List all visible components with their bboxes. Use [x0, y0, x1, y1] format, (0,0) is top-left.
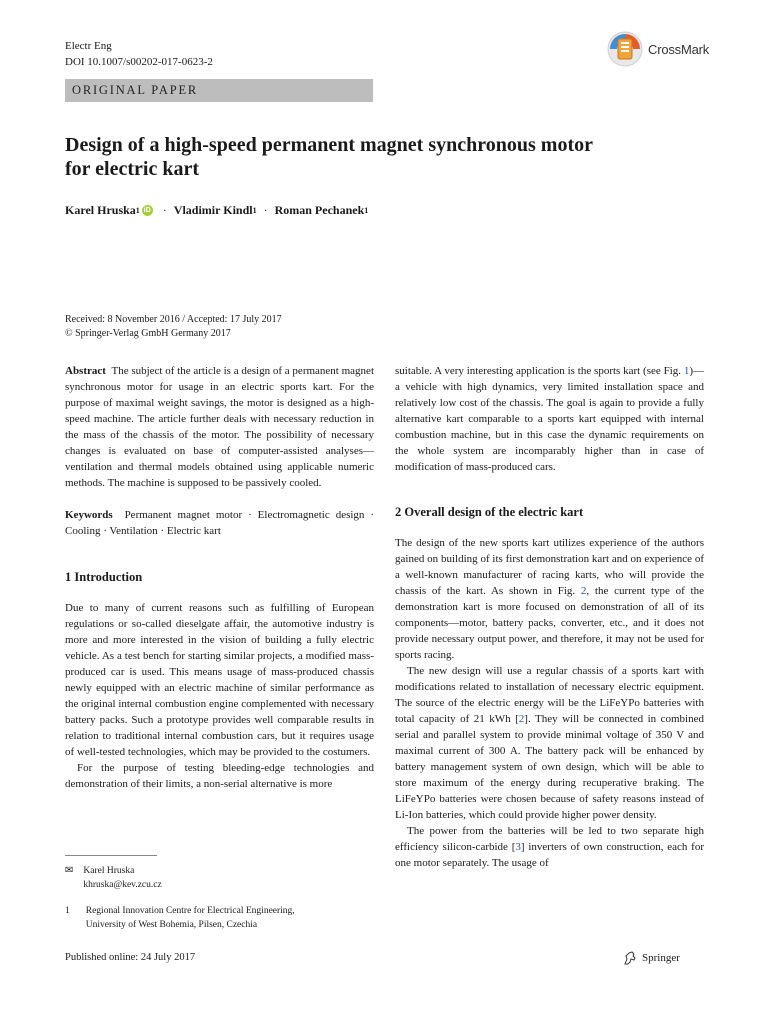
citation-link[interactable]: 2	[518, 713, 525, 725]
affiliation	[65, 904, 374, 932]
text-run: ] inverters of own construction, each for one motor separately. The usage of	[395, 841, 705, 869]
affiliation-line-2: University of West Bohemia, Pilsen, Czechia	[85, 920, 258, 930]
published-online: Published online: 24 July 2017	[65, 952, 196, 963]
title-line-1: Design of a high-speed permanent magnet synchronous motor	[65, 134, 593, 156]
footnotes	[65, 855, 374, 932]
envelope-icon: ✉	[65, 865, 74, 876]
text-run: ]. They will be connected in combined serial and parallel system to provide minimal voltage of 350 V and maximal current of 300 A. The battery pack will be enhanced by battery management system of own design, which will be able to store maximum of the energy during recuperative braking. The LiFeYPo batteries were chosen because of safety reasons instead of Li-Ion batteries, which could provide higher power density.	[395, 713, 704, 821]
author-separator: ·	[263, 203, 268, 217]
left-column	[65, 363, 374, 792]
copyright: © Springer-Verlag GmbH Germany 2017	[65, 328, 231, 339]
right-column	[395, 363, 704, 871]
affiliation-line-1: Regional Innovation Centre for Electrical Engineering,	[85, 906, 295, 916]
intro-paragraph-2: For the purpose of testing bleeding-edge technologies and demonstration of their limits, a non-serial alternative is more	[65, 762, 374, 790]
author-affil-mark: 1	[252, 206, 257, 215]
author-affil-mark: 1	[364, 206, 369, 215]
body-paragraph	[395, 535, 704, 663]
text-run: The power from the batteries will be led to two separate high efficiency silicon-carbide [	[395, 825, 704, 853]
author-name[interactable]: Roman Pechanek	[274, 203, 365, 217]
figure-link[interactable]: 2	[580, 585, 587, 597]
section-heading-introduction: 1 Introduction	[65, 570, 143, 584]
crossmark-label: CrossMark	[648, 41, 710, 57]
body-paragraph	[395, 363, 704, 475]
section-heading-overall-design: 2 Overall design of the electric kart	[395, 505, 584, 519]
orcid-icon[interactable]: iD	[143, 207, 151, 214]
keywords-text: Permanent magnet motor · Electromagnetic design · Cooling · Ventilation · Electric kart	[65, 509, 375, 537]
springer-label: Springer	[642, 952, 680, 964]
abstract-label: Abstract	[65, 365, 106, 377]
text-run: , the current type of the demonstration kart is more focused on demonstration of all of its components—motor, battery packs, converter, etc., and it does not provide necessary output power, and therefore, it may not be used for sports racing.	[395, 585, 704, 661]
citation-link[interactable]: 3	[515, 841, 521, 853]
text-run: )—a vehicle with high dynamics, very limited installation space and relatively low cost of the chassis. The goal is again to provide a fully alternative kart comparable to a sports kart equipped with internal combustion machine, but in this case the dynamic requirements on the whole system are incomparably higher than in case of modification of mass-produced cars.	[395, 365, 704, 473]
springer-logo	[622, 950, 680, 966]
springer-horse-icon	[622, 950, 638, 966]
body-paragraph	[395, 663, 704, 823]
abstract	[65, 363, 374, 491]
affiliation-number: 1	[65, 906, 70, 916]
crossmark-icon	[607, 31, 643, 67]
received-accepted: Received: 8 November 2016 / Accepted: 17 July 2017	[65, 314, 282, 325]
text-run: The design of the new sports kart utilizes experience of the authors gained on building of its first demonstration kart and on experience of a well-known manufacturer of racing karts, who will provide the chassis of the kart. As shown in Fig.	[395, 537, 704, 597]
journal-name: Electr Eng	[65, 40, 112, 52]
figure-link[interactable]: 1	[683, 365, 690, 377]
corresponding-name: Karel Hruska	[83, 866, 135, 876]
paper-title	[65, 133, 685, 181]
footnote-rule	[65, 855, 157, 856]
body-paragraph	[395, 823, 704, 871]
intro-paragraph-1: Due to many of current reasons such as fulfilling of European regulations or so-called dieselgate affair, the automotive industry is more and more interested in the vision of building a fully electric vehicle. As a test bench for starting similar projects, a modified mass-produced car is used. This means usage of mass-produced chassis newly equipped with an electric machine of similar performance as the original internal combustion engine complemented with necessary battery packs. Such a prototype provides well comparable results in relation to traditional internal combustion cars, but it requires usage of well-tested technologies, which may be provided to the costumers.	[65, 602, 374, 758]
journal-header	[65, 38, 213, 70]
article-dates	[65, 313, 282, 341]
corresponding-author	[65, 864, 374, 892]
crossmark-badge[interactable]	[607, 31, 709, 67]
abstract-text: The subject of the article is a design of a permanent magnet synchronous motor for usage in an electric sports kart. For the purpose of maximal weight savings, the motor is designed as a high-speed machine. The article further deals with necessary reduction in the mass of the chassis of the motor. The possibility of necessary changes is evaluated on base of computer-assisted analyses—ventilation and thermal models obtained using applicable numeric methods. The machine is supposed to be passively cooled.	[65, 365, 374, 489]
author-affil-mark: 1	[135, 206, 140, 215]
author-separator: ·	[162, 203, 167, 217]
text-run: suitable. A very interesting application is the sports kart (see Fig.	[395, 365, 684, 377]
author-list	[65, 203, 368, 218]
corresponding-email[interactable]: khruska@kev.zcu.cz	[83, 880, 162, 890]
author-name[interactable]: Karel Hruska	[65, 203, 136, 217]
paper-type-band: ORIGINAL PAPER	[65, 79, 373, 102]
keywords	[65, 507, 374, 539]
doi[interactable]: DOI 10.1007/s00202-017-0623-2	[65, 56, 213, 68]
keywords-label: Keywords	[65, 509, 113, 521]
title-line-2: for electric kart	[65, 158, 199, 180]
text-run: The new design will use a regular chassis of a sports kart with modifications related to installation of necessary electric equipment. The source of the electric energy will be the LiFeYPo batteries with total capacity of 21 kWh [	[395, 665, 704, 725]
author-name[interactable]: Vladimir Kindl	[173, 203, 253, 217]
